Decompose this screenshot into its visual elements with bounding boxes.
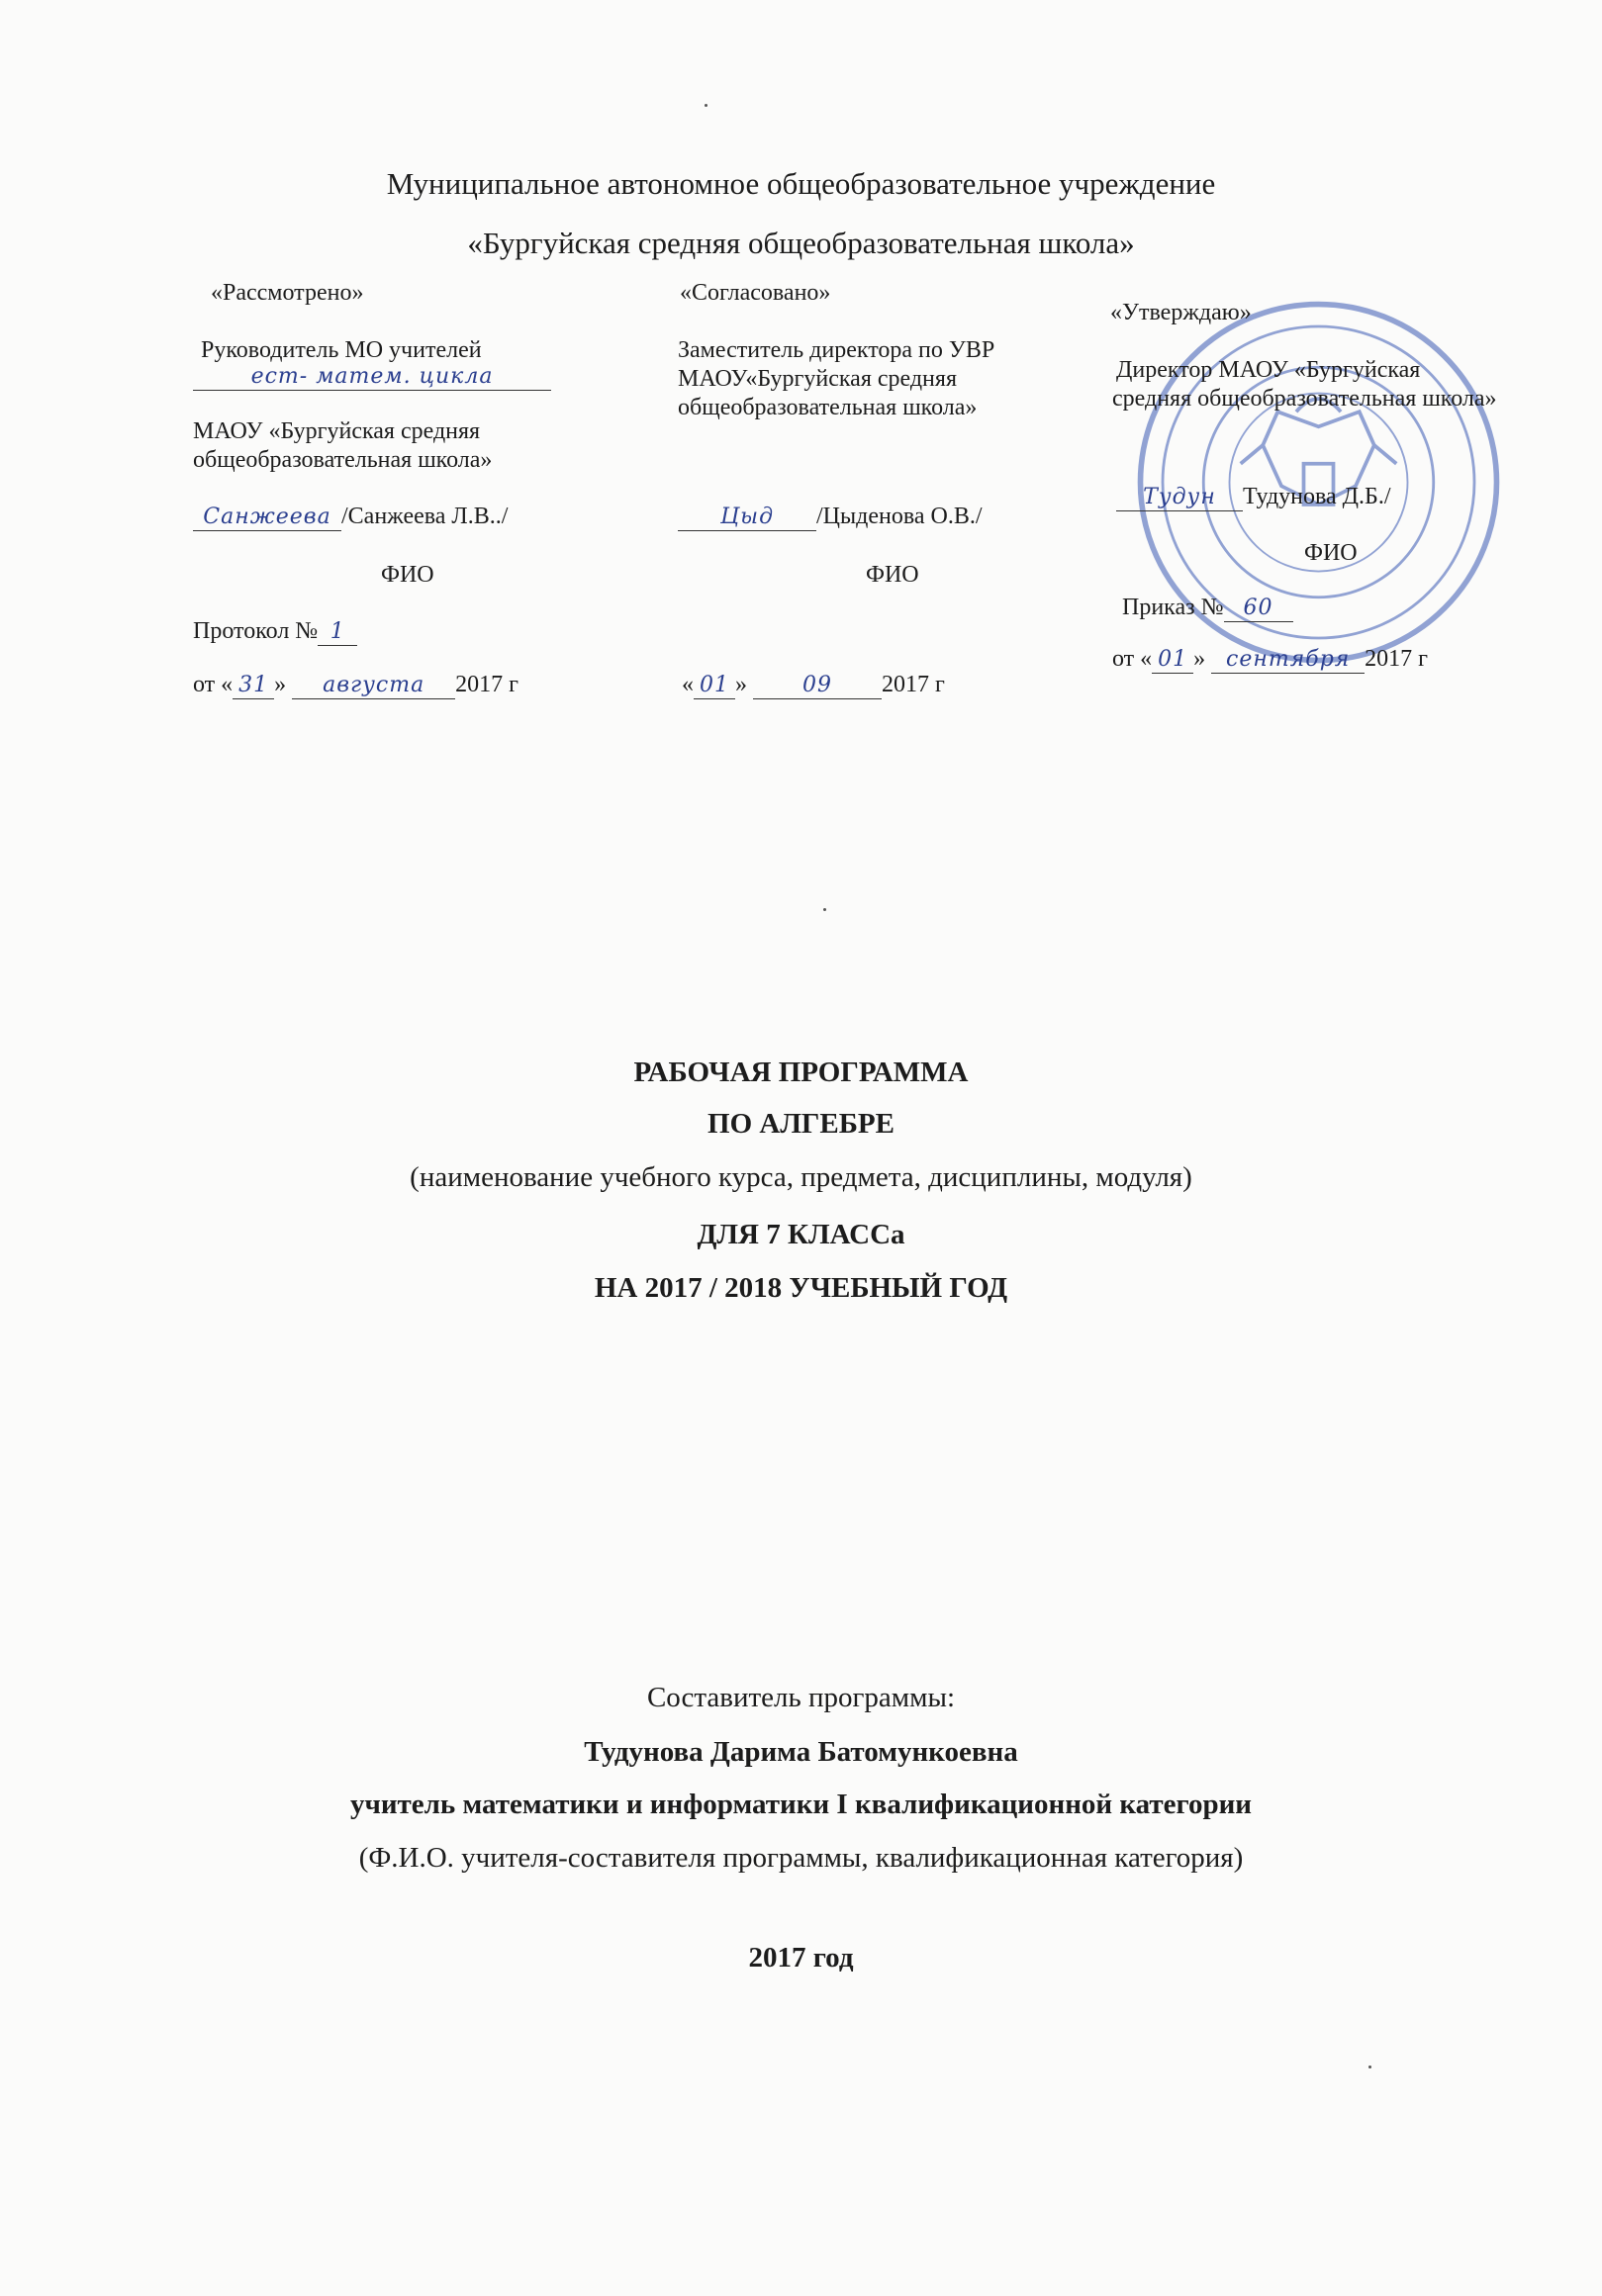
agreed-date-day: 01 xyxy=(694,673,735,699)
author-position: учитель математики и информатики I квалификационной категории xyxy=(349,1789,1253,1820)
program-title-line1: РАБОЧАЯ ПРОГРАММА xyxy=(633,1056,969,1088)
program-title-line2: ПО АЛГЕБРЕ xyxy=(707,1108,895,1140)
reviewed-protocol-label: Протокол № xyxy=(193,618,319,644)
agreed-fio: ФИО xyxy=(866,562,919,588)
scan-speck xyxy=(1368,2066,1371,2068)
footer-year: 2017 год xyxy=(748,1942,854,1974)
scan-speck xyxy=(705,104,707,107)
approved-title: «Утверждаю» xyxy=(1110,300,1252,325)
author-label: Составитель программы: xyxy=(646,1682,956,1713)
reviewed-date-suffix: 2017 г xyxy=(455,672,519,697)
approved-order xyxy=(1122,594,1293,622)
reviewed-mo-line xyxy=(193,362,551,391)
reviewed-date-day: 31 xyxy=(233,673,274,699)
agreed-role-line2: МАОУ«Бургуйская средняя xyxy=(678,366,957,392)
approved-name: Тудунова Д.Б./ xyxy=(1243,484,1391,509)
reviewed-protocol-number: 1 xyxy=(318,619,357,646)
reviewed-fio: ФИО xyxy=(381,562,434,588)
approved-signature: Тудун xyxy=(1116,485,1243,511)
agreed-role-line3: общеобразовательная школа» xyxy=(678,395,978,420)
org-name-line2: «Бургуйская средняя общеобразовательная школа» xyxy=(467,226,1135,260)
reviewed-date xyxy=(193,671,518,699)
agreed-date-suffix: 2017 г xyxy=(882,672,945,697)
approved-role-line2: средняя общеобразовательная школа» xyxy=(1112,386,1497,412)
approved-role-line1: Директор МАОУ «Бургуйская xyxy=(1116,357,1421,383)
agreed-signature-line xyxy=(678,503,983,531)
author-name: Тудунова Дарима Батомункоевна xyxy=(584,1736,1018,1768)
agreed-date-month: 09 xyxy=(753,673,882,699)
agreed-title: «Согласовано» xyxy=(680,280,831,306)
agreed-name: /Цыденова О.В./ xyxy=(816,504,983,529)
approved-date-suffix: 2017 г xyxy=(1365,646,1429,672)
approved-date-day: 01 xyxy=(1152,647,1193,674)
reviewed-org-line2: общеобразовательная школа» xyxy=(193,447,493,473)
author-note: (Ф.И.О. учителя-составителя программы, квалификационная категория) xyxy=(358,1842,1244,1874)
agreed-date-prefix: « xyxy=(682,672,694,697)
reviewed-protocol xyxy=(193,617,357,646)
program-grade: ДЛЯ 7 КЛАССа xyxy=(697,1219,905,1250)
program-year: НА 2017 / 2018 УЧЕБНЫЙ ГОД xyxy=(594,1272,1008,1304)
agreed-role-line1: Заместитель директора по УВР xyxy=(678,337,995,363)
approved-date-month: сентября xyxy=(1211,647,1365,674)
agreed-signature: Цыд xyxy=(678,505,816,531)
reviewed-title: «Рассмотрено» xyxy=(211,280,364,306)
approved-order-number: 60 xyxy=(1224,596,1293,622)
approved-date-prefix: от « xyxy=(1112,646,1153,672)
reviewed-org-line1: МАОУ «Бургуйская средняя xyxy=(193,418,481,444)
approved-fio: ФИО xyxy=(1304,540,1358,566)
reviewed-date-prefix: от « xyxy=(193,672,234,697)
reviewed-signature: Санжеева xyxy=(193,505,341,531)
program-subtitle-note: (наименование учебного курса, предмета, дисциплины, модуля) xyxy=(410,1161,1192,1193)
reviewed-role: Руководитель МО учителей xyxy=(201,337,482,363)
reviewed-signature-line xyxy=(193,503,508,531)
approved-order-label: Приказ № xyxy=(1122,595,1224,620)
reviewed-date-month: августа xyxy=(292,673,455,699)
scan-speck xyxy=(823,908,826,911)
approved-date-mid: » xyxy=(1193,646,1212,672)
approved-signature-line xyxy=(1116,483,1391,511)
agreed-date-mid: » xyxy=(735,672,753,697)
org-name-line1: Муниципальное автономное общеобразовательное учреждение xyxy=(386,166,1216,201)
agreed-date xyxy=(682,671,945,699)
approved-date xyxy=(1112,645,1428,674)
reviewed-mo-handwriting: ест- матем. цикла xyxy=(193,364,551,391)
reviewed-date-mid: » xyxy=(274,672,293,697)
reviewed-name: /Санжеева Л.В../ xyxy=(341,504,509,529)
